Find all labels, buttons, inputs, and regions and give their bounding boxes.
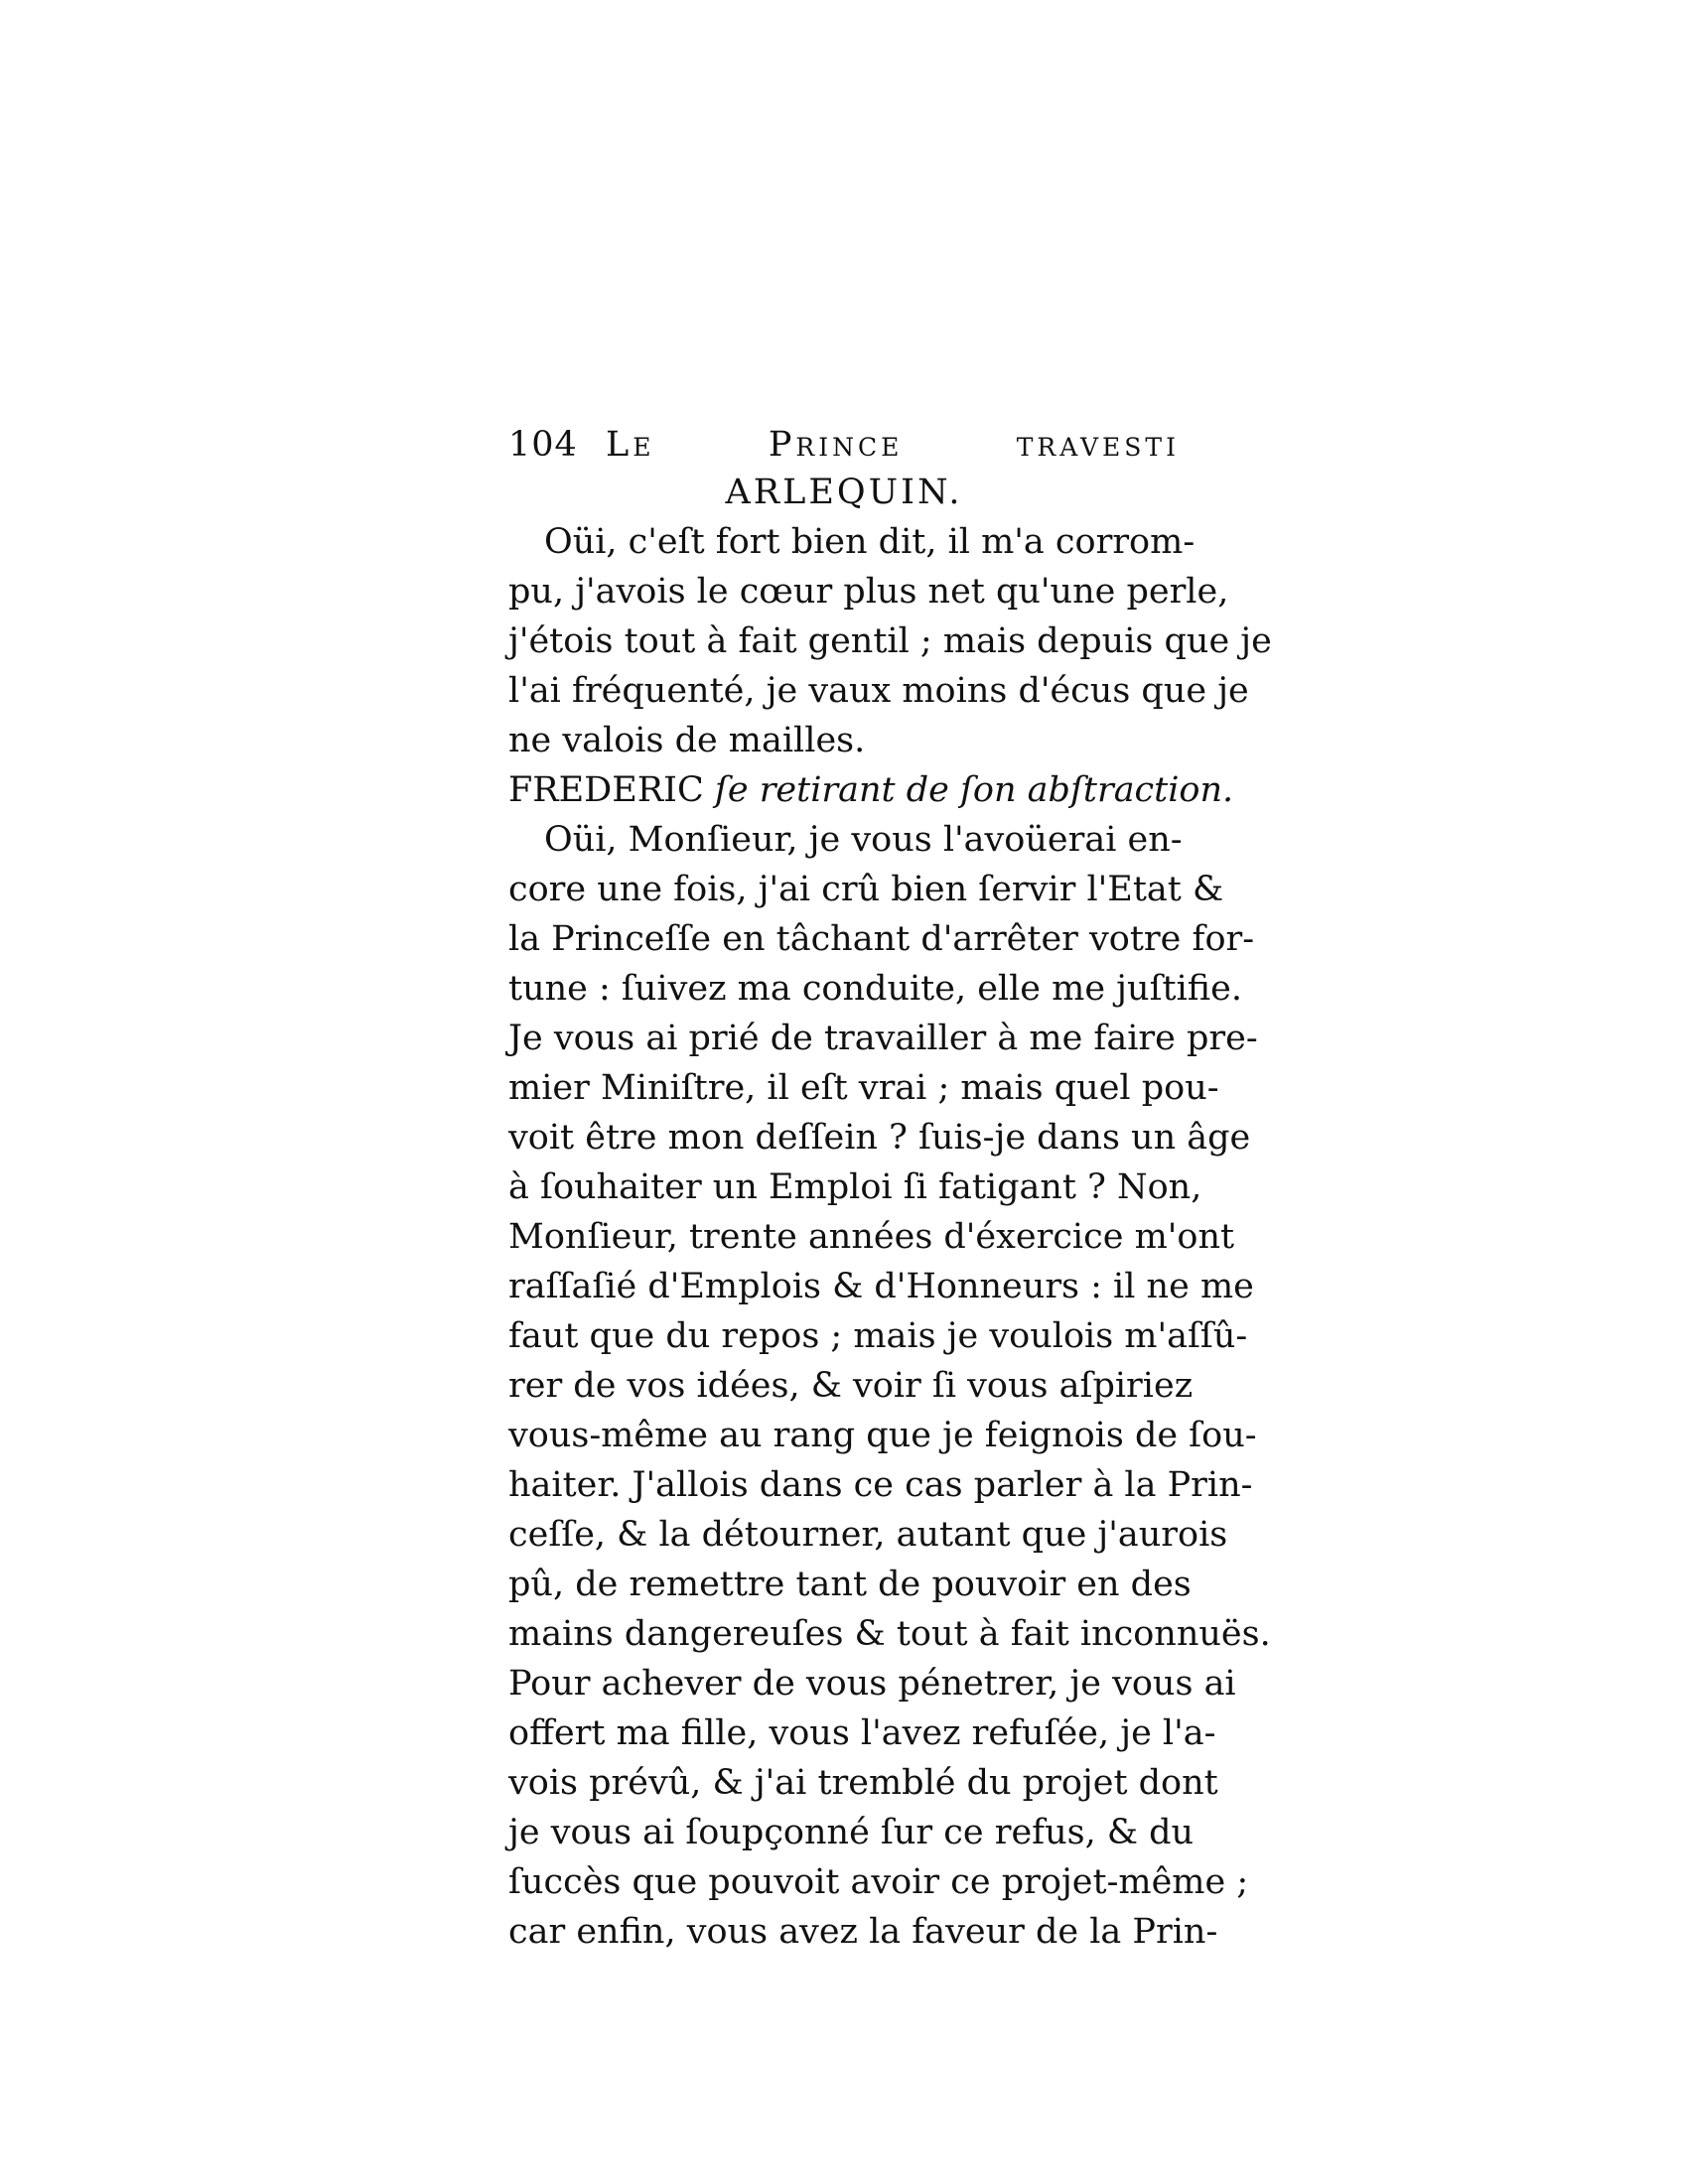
text-line: je vous ai ſoupçonné ſur ce refus, & du — [508, 1813, 1195, 1852]
text-line: la Princeſſe en tâchant d'arrêter votre for- — [508, 919, 1255, 959]
text-line: rer de vos idées, & voir ſi vous aſpiriez — [508, 1366, 1194, 1406]
page-number: 104 — [508, 425, 578, 465]
scene-heading: ARLEQUIN. — [725, 473, 963, 512]
text-line: l'ai fréquenté, je vaux moins d'écus que je — [508, 671, 1249, 711]
text-line: Je vous ai prié de travailler à me faire pre- — [508, 1019, 1258, 1058]
text-line: raſſaſié d'Emplois & d'Honneurs : il ne me — [508, 1267, 1254, 1306]
speaker-line — [508, 765, 1234, 815]
text-line: haiter. J'allois dans ce cas parler à la Prin- — [508, 1465, 1253, 1505]
frederic-speech — [508, 815, 1271, 1957]
text-line: à ſouhaiter un Emploi ſi fatigant ? Non, — [508, 1167, 1202, 1207]
text-line: ſuccès que pouvoit avoir ce projet-même ; — [508, 1862, 1249, 1902]
text-line: ne valois de mailles. — [508, 721, 866, 760]
arlequin-speech — [508, 517, 1272, 765]
text-line: tune : ſuivez ma conduite, elle me juſtifie. — [508, 969, 1242, 1009]
text-line: Monſieur, trente années d'éxercice m'ont — [508, 1217, 1235, 1257]
text-line: faut que du repos ; mais je voulois m'aſſû- — [508, 1316, 1248, 1356]
text-line: j'étois tout à fait gentil ; mais depuis que je — [508, 621, 1272, 661]
running-head — [508, 422, 1180, 468]
speaker-name: FREDERIC — [508, 770, 704, 810]
text-line: Oüi, Monſieur, je vous l'avoüerai en- — [544, 820, 1183, 860]
text-line: car enfin, vous avez la faveur de la Prin- — [508, 1912, 1218, 1952]
text-line: ceſſe, & la détourner, autant que j'aurois — [508, 1515, 1228, 1555]
text-line: vous-même au rang que je feignois de ſou- — [508, 1416, 1257, 1455]
text-line: pû, de remettre tant de pouvoir en des — [508, 1565, 1192, 1604]
text-line: core une fois, j'ai crû bien ſervir l'Etat & — [508, 870, 1224, 909]
text-line: pu, j'avois le cœur plus net qu'une perle, — [508, 572, 1229, 612]
text-line: Pour achever de vous pénetrer, je vous ai — [508, 1664, 1236, 1704]
text-line: mier Miniſtre, il eſt vrai ; mais quel pou- — [508, 1068, 1219, 1108]
text-line: Oüi, c'eſt fort bien dit, il m'a corrom- — [544, 522, 1196, 562]
text-line: voit être mon deſſein ? ſuis-je dans un âge — [508, 1118, 1251, 1158]
text-line: mains dangereuſes & tout à fait inconnuës. — [508, 1614, 1271, 1654]
stage-direction: ſe retirant de ſon abſtraction. — [714, 770, 1234, 810]
running-title: Le Prince travesti — [606, 425, 1180, 465]
text-line: vois prévû, & j'ai tremblé du projet dont — [508, 1763, 1218, 1803]
text-block — [508, 422, 1272, 1957]
text-line: offert ma fille, vous l'avez refuſée, je l'a- — [508, 1713, 1216, 1753]
